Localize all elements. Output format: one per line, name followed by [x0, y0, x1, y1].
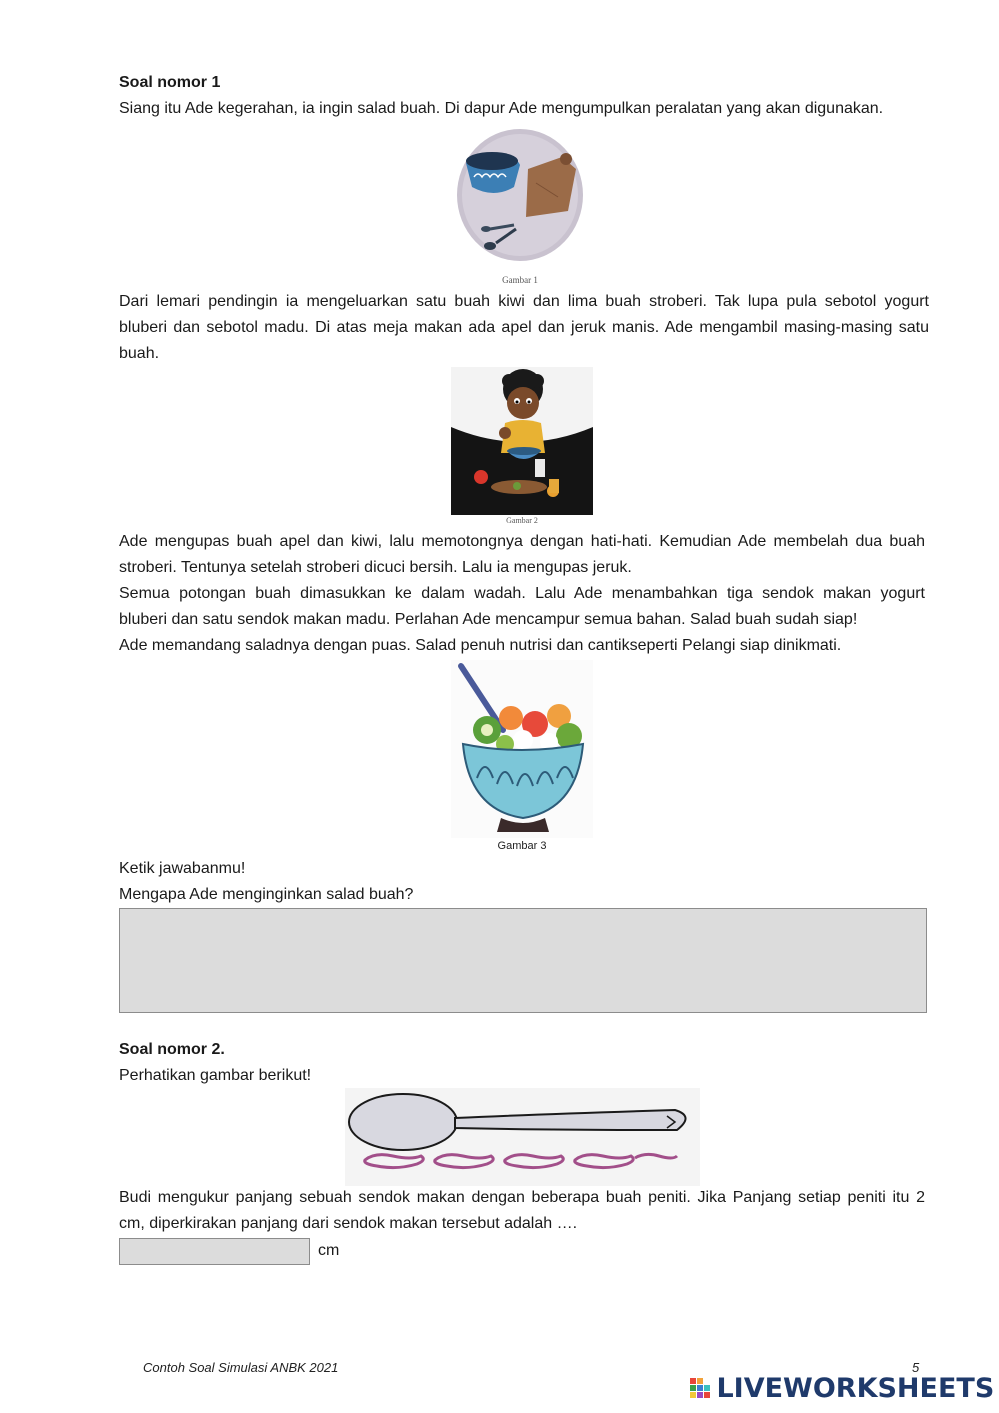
q1-answer-field[interactable]: [119, 908, 927, 1013]
q1-paragraph-3-line: Semua potongan buah dimasukkan ke dalam wadah. Lalu Ade menambahkan tiga sendok makan yogurt: [119, 585, 925, 602]
q1-question: Mengapa Ade menginginkan salad buah?: [119, 886, 414, 903]
q2-paragraph-line: Budi mengukur panjang sebuah sendok makan dengan beberapa buah peniti. Jika Panjang setiap peniti itu 2: [119, 1189, 925, 1206]
q2-intro: Perhatikan gambar berikut!: [119, 1067, 312, 1084]
q1-paragraph-2-line: bluberi dan sebotol madu. Di atas meja makan ada apel dan jeruk manis. Ade mengambil masing-masing satu: [119, 319, 929, 336]
q1-paragraph-3-line: bluberi dan satu sendok makan madu. Perlahan Ade mencampur semua bahan. Salad buah sudah siap!: [119, 611, 858, 628]
q1-paragraph-3-line: stroberi. Tentunya setelah stroberi dicuci bersih. Lalu ia mengupas jeruk.: [119, 559, 632, 576]
figure-1: [450, 125, 590, 288]
fruit-salad-bowl-illustration: [451, 660, 593, 838]
q1-paragraph-3: [119, 529, 925, 659]
figure-3-caption: Gambar 3: [497, 840, 547, 852]
q2-heading: Soal nomor 2.: [119, 1041, 225, 1058]
spoon-pins-figure: [345, 1088, 700, 1186]
liveworksheets-wordmark: LIVEWORKSHEETS: [716, 1373, 995, 1404]
figure-2: [451, 367, 593, 515]
liveworksheets-logo[interactable]: [690, 1373, 995, 1407]
footer-page-number: 5: [912, 1360, 920, 1375]
q1-paragraph-2-line: buah.: [119, 345, 160, 362]
liveworksheets-blocks-icon: [690, 1378, 712, 1400]
ade-cooking-illustration: [451, 367, 593, 515]
q1-intro: Siang itu Ade kegerahan, ia ingin salad buah. Di dapur Ade mengumpulkan peralatan yang akan digunakan.: [119, 100, 884, 117]
kitchen-tools-illustration: [450, 125, 590, 288]
figure-1-caption: Gambar 1: [502, 275, 538, 285]
q1-paragraph-2: [119, 289, 929, 367]
figure-2-caption: Gambar 2: [506, 516, 538, 525]
q1-heading: Soal nomor 1: [119, 74, 221, 91]
figure-3: [451, 660, 593, 838]
q2-answer-field[interactable]: [119, 1238, 310, 1265]
spoon-and-pins-illustration: [345, 1088, 700, 1186]
q2-paragraph-line: cm, diperkirakan panjang dari sendok makan tersebut adalah ….: [119, 1215, 578, 1232]
q1-paragraph-3-line: Ade memandang saladnya dengan puas. Salad penuh nutrisi dan cantikseperti Pelangi siap dinikmati.: [119, 637, 842, 654]
q1-paragraph-2-line: Dari lemari pendingin ia mengeluarkan satu buah kiwi dan lima buah stroberi. Tak lupa pula sebotol yogurt: [119, 293, 929, 310]
q1-paragraph-3-line: Ade mengupas buah apel dan kiwi, lalu memotongnya dengan hati-hati. Kemudian Ade membelah dua buah: [119, 533, 925, 550]
q2-paragraph: [119, 1185, 925, 1237]
q1-instruction: Ketik jawabanmu!: [119, 860, 246, 877]
footer-document-title: Contoh Soal Simulasi ANBK 2021: [143, 1360, 339, 1375]
q2-unit-label: cm: [318, 1242, 340, 1259]
